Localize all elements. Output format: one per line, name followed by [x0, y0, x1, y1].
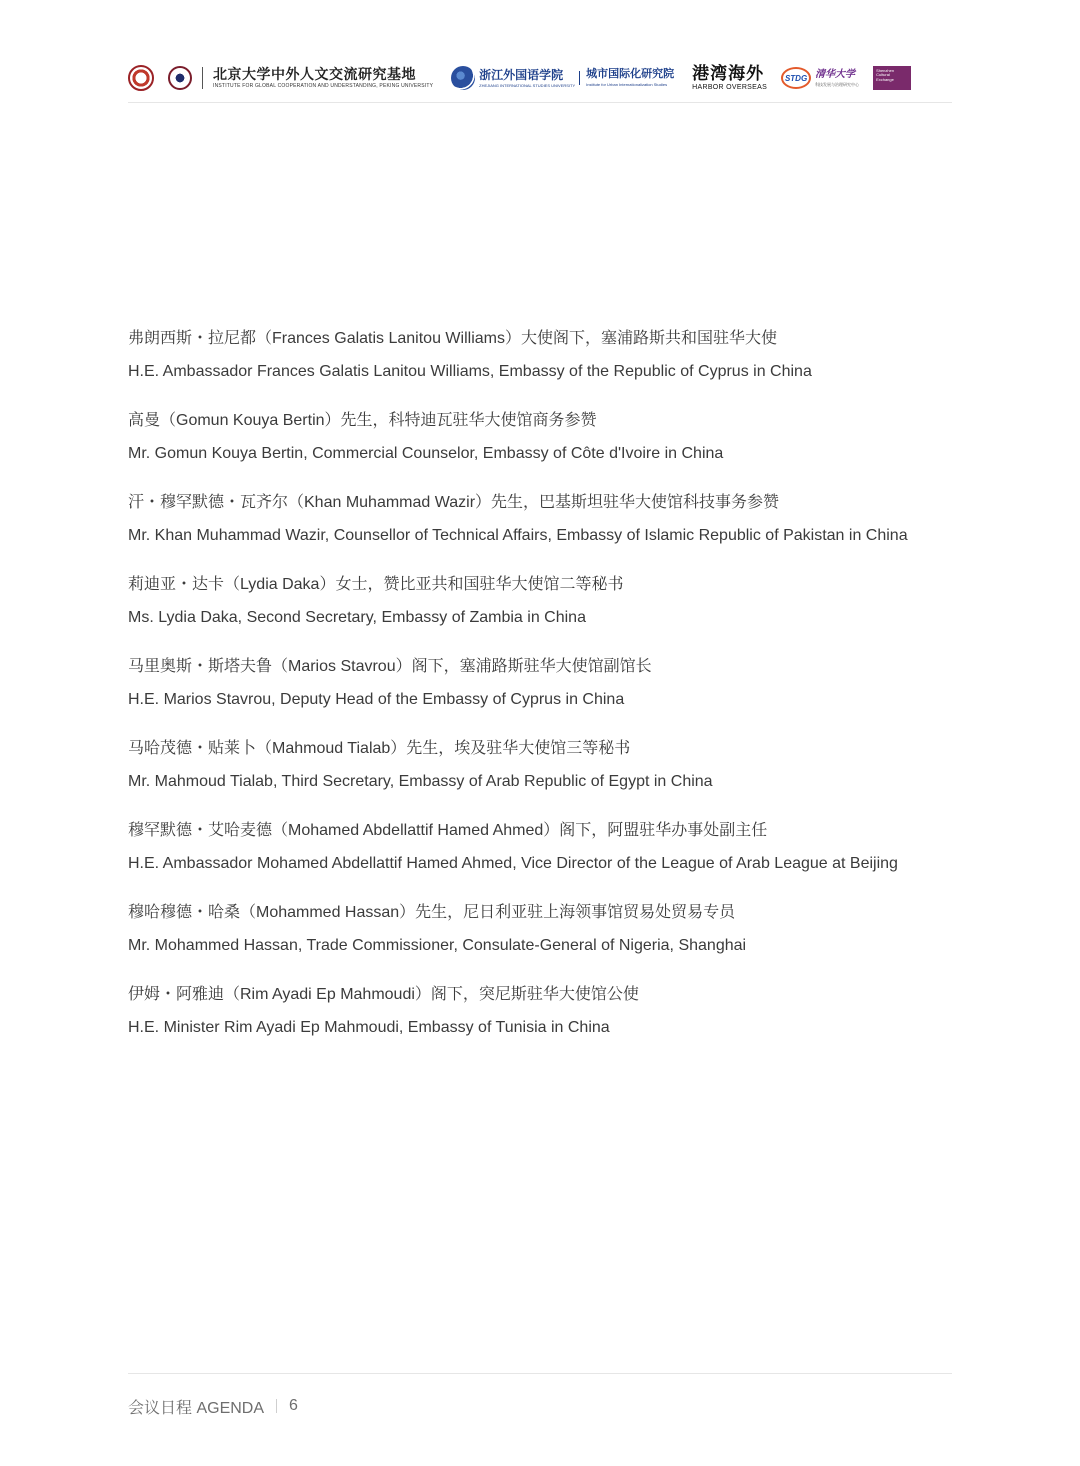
pku-logo-main: 北京大学中外人文交流研究基地 [213, 66, 416, 82]
header-divider [128, 102, 952, 103]
harbor-logo-sub: HARBOR OVERSEAS [692, 84, 768, 91]
guest-entry [128, 896, 908, 962]
shenzhen-logo: Shenzhen Cultural Exchange [873, 66, 911, 90]
footer-divider [128, 1373, 952, 1374]
zisu-logo-text [479, 69, 575, 88]
pku-seal-icon [128, 65, 154, 91]
stdg-logo-icon: STDG [781, 67, 811, 89]
guest-name-en: H.E. Ambassador Frances Galatis Lanitou Williams, Embassy of the Republic of Cyprus in China [128, 363, 812, 380]
guest-list [128, 322, 908, 1060]
guest-entry [128, 732, 908, 798]
guest-entry [128, 568, 908, 634]
guest-name-en: Mr. Khan Muhammad Wazir, Counsellor of Technical Affairs, Embassy of Islamic Republic of Pakistan in China [128, 527, 908, 544]
guest-entry [128, 814, 908, 880]
city-institute-logo-sub: Institute for Urban Internationalization Studies [586, 82, 668, 87]
guest-name-zh: 高曼（Gomun Kouya Bertin）先生，科特迪瓦驻华大使馆商务参赞 [128, 412, 597, 429]
city-institute-logo-main: 城市国际化研究院 [586, 68, 675, 80]
guest-name-zh: 穆罕默德・艾哈麦德（Mohamed Abdellattif Hamed Ahmed）阁下，阿盟驻华办事处副主任 [128, 822, 768, 839]
header-logo-bar [128, 58, 952, 98]
guest-name-zh: 穆哈穆德・哈桑（Mohammed Hassan）先生，尼日利亚驻上海领事馆贸易处贸易专员 [128, 904, 736, 921]
guest-entry [128, 322, 908, 388]
zisu-emblem-icon [451, 66, 475, 90]
guest-name-zh: 莉迪亚・达卡（Lydia Daka）女士，赞比亚共和国驻华大使馆二等秘书 [128, 576, 624, 593]
guest-name-en: Mr. Mohammed Hassan, Trade Commissioner, Consulate-General of Nigeria, Shanghai [128, 937, 747, 954]
logo-divider [579, 71, 580, 85]
guest-name-zh: 马里奥斯・斯塔夫鲁（Marios Stavrou）阁下，塞浦路斯驻华大使馆副馆长 [128, 658, 652, 675]
city-institute-logo-text [586, 69, 674, 87]
footer-separator [276, 1399, 277, 1413]
page-footer [128, 1394, 298, 1418]
guest-entry [128, 650, 908, 716]
guest-name-zh: 弗朗西斯・拉尼都（Frances Galatis Lanitou Williams）大使阁下，塞浦路斯共和国驻华大使 [128, 330, 777, 347]
guest-name-zh: 伊姆・阿雅迪（Rim Ayadi Ep Mahmoudi）阁下，突尼斯驻华大使馆公使 [128, 986, 639, 1003]
guest-entry [128, 486, 908, 552]
guest-entry [128, 978, 908, 1044]
guest-name-en: H.E. Marios Stavrou, Deputy Head of the Embassy of Cyprus in China [128, 691, 625, 708]
pku-logo-text [213, 67, 433, 89]
zisu-logo-sub: ZHEJIANG INTERNATIONAL STUDIES UNIVERSITY [479, 82, 576, 88]
page-number: 6 [289, 1397, 298, 1414]
footer-section-label: 会议日程 AGENDA [128, 1399, 265, 1417]
igcu-emblem-icon [168, 66, 192, 90]
guest-name-zh: 马哈茂德・贴莱卜（Mahmoud Tialab）先生，埃及驻华大使馆三等秘书 [128, 740, 631, 757]
guest-name-zh: 汗・穆罕默德・瓦齐尔（Khan Muhammad Wazir）先生，巴基斯坦驻华大使馆科技事务参赞 [128, 494, 780, 511]
guest-entry [128, 404, 908, 470]
guest-name-en: H.E. Minister Rim Ayadi Ep Mahmoudi, Embassy of Tunisia in China [128, 1019, 610, 1036]
guest-name-en: Ms. Lydia Daka, Second Secretary, Embassy of Zambia in China [128, 609, 586, 626]
tsinghua-logo-text [815, 70, 859, 87]
zisu-logo-main: 浙江外国语学院 [479, 67, 564, 82]
tsinghua-logo-sub: 科技发展与治理研究中心 [815, 81, 860, 87]
guest-name-en: Mr. Gomun Kouya Bertin, Commercial Counselor, Embassy of Côte d'Ivoire in China [128, 445, 724, 462]
guest-name-en: H.E. Ambassador Mohamed Abdellattif Hamed Ahmed, Vice Director of the League of Arab League at Beijing [128, 855, 898, 872]
guest-name-en: Mr. Mahmoud Tialab, Third Secretary, Embassy of Arab Republic of Egypt in China [128, 773, 713, 790]
pku-logo-sub: INSTITUTE FOR GLOBAL COOPERATION AND UNDERSTANDING, PEKING UNIVERSITY [213, 83, 434, 89]
harbor-logo-main: 港湾海外 [692, 64, 765, 83]
tsinghua-logo-main: 清华大学 [815, 68, 856, 80]
harbor-overseas-logo [692, 65, 767, 91]
logo-divider [202, 67, 203, 89]
